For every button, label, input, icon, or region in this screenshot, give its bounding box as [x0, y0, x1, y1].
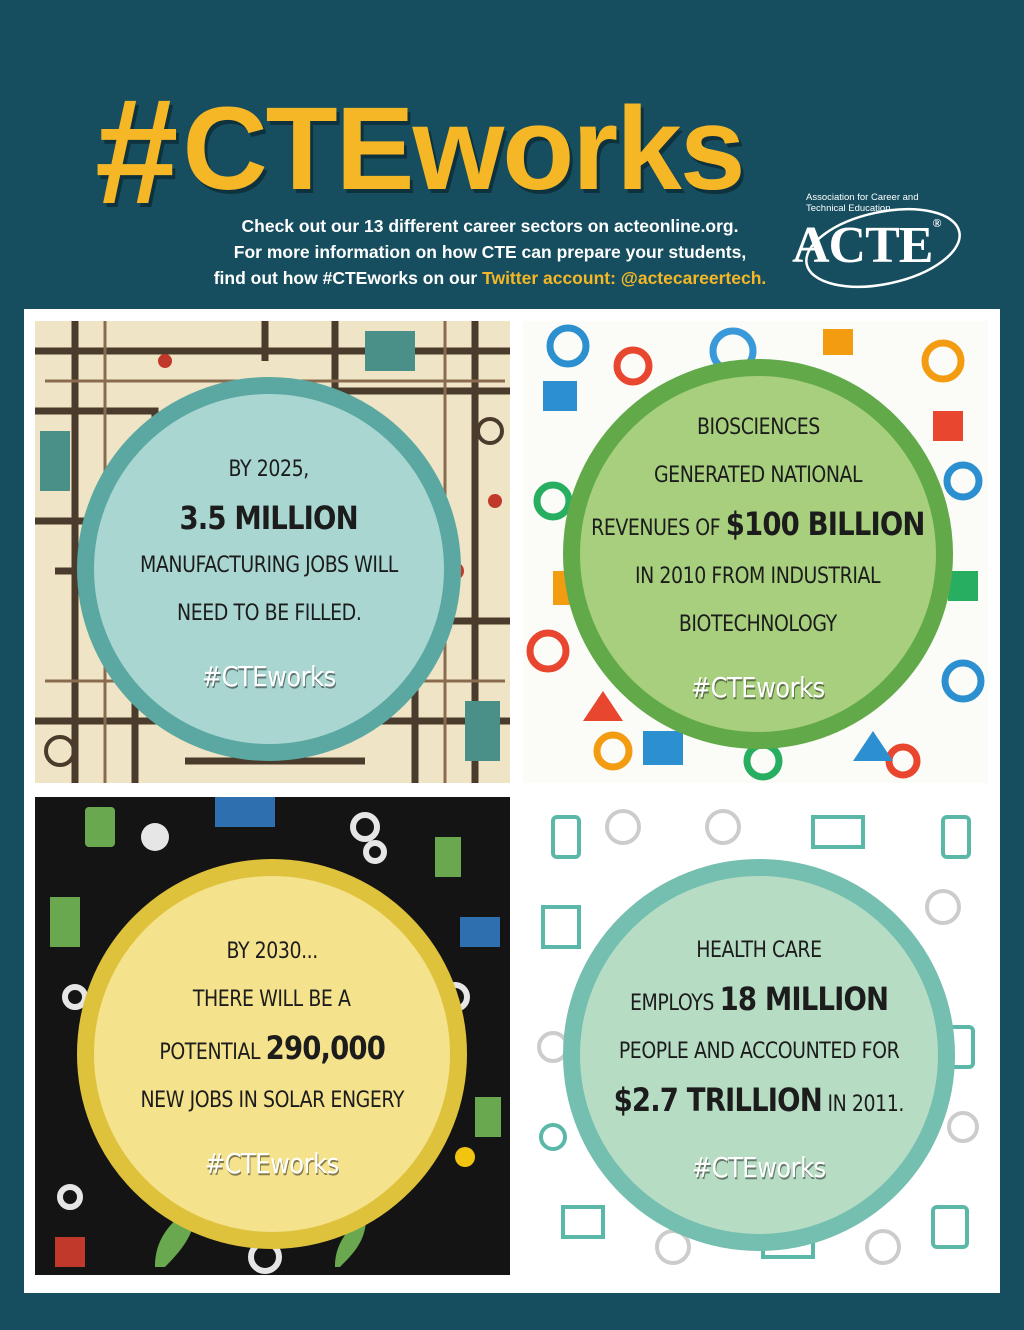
header [0, 0, 1024, 300]
stat-line-with-highlight [629, 979, 889, 1018]
subtitle-line-3 [190, 265, 790, 291]
stat-circle-manufacturing [77, 377, 461, 761]
subtitle-line-3-prefix: find out how #CTEworks on our [213, 268, 483, 288]
infographic-grid [24, 309, 1000, 1293]
stat-circle-solar [77, 859, 467, 1249]
stat-line-with-highlight [591, 505, 925, 543]
hashtag: #CTEworks [202, 659, 336, 693]
hashtag: #CTEworks [691, 671, 825, 704]
stat-line: BY 2025, [228, 456, 310, 482]
header-subtitle [190, 213, 790, 291]
hashtag: #CTEworks [205, 1147, 339, 1180]
stat-line: BY 2030... [226, 939, 318, 964]
subtitle-line-2: For more information on how CTE can prepare your students, [233, 242, 747, 262]
panel-manufacturing [35, 321, 510, 783]
stat-line: NEW JOBS IN SOLAR ENGERY [140, 1088, 404, 1113]
stat-line: REVENUES OF [591, 516, 721, 541]
title-hash: # [95, 67, 177, 235]
stat-line: BIOTECHNOLOGY [679, 612, 837, 637]
stat-line: HEALTH CARE [696, 937, 822, 963]
stat-line-with-highlight [613, 1080, 905, 1119]
stat-line: IN 2010 FROM INDUSTRIAL [635, 564, 881, 589]
panel-health-care [523, 797, 988, 1275]
stat-line: PEOPLE AND ACCOUNTED FOR [618, 1038, 900, 1064]
stat-line: BIOSCIENCES [696, 415, 820, 440]
stat-line: EMPLOYS [629, 990, 714, 1016]
stat-highlight: 18 MILLION [719, 979, 889, 1018]
stat-line: GENERATED NATIONAL [653, 463, 863, 488]
logo-registered: ® [932, 216, 941, 230]
stat-circle-biosciences [563, 359, 953, 749]
panel-solar-energy [35, 797, 510, 1275]
stat-highlight: 290,000 [265, 1029, 385, 1067]
stat-highlight: $100 BILLION [725, 505, 925, 543]
logo-text [792, 216, 940, 275]
stat-highlight: 3.5 MILLION [179, 498, 359, 537]
panel-biosciences [523, 321, 988, 783]
subtitle-line-1: Check out our 13 different career sectors on acteonline.org. [241, 216, 739, 236]
hashtag: #CTEworks [692, 1150, 826, 1184]
acte-logo [788, 190, 968, 290]
logo-org-name: Association for Career and Technical Education [806, 192, 919, 214]
title-text: CTEworks [182, 83, 744, 215]
stat-highlight: $2.7 TRILLION [613, 1080, 823, 1119]
stat-line-with-highlight [159, 1029, 385, 1067]
stat-line: POTENTIAL [159, 1040, 260, 1065]
logo-acte: ACTE [792, 217, 933, 274]
stat-line: IN 2011. [827, 1091, 905, 1117]
stat-line: NEED TO BE FILLED. [176, 600, 362, 626]
twitter-handle[interactable]: Twitter account: @actecareertech. [482, 268, 767, 288]
stat-line: MANUFACTURING JOBS WILL [140, 552, 398, 578]
stat-line: THERE WILL BE A [193, 987, 351, 1012]
stat-circle-health-care [563, 859, 955, 1251]
